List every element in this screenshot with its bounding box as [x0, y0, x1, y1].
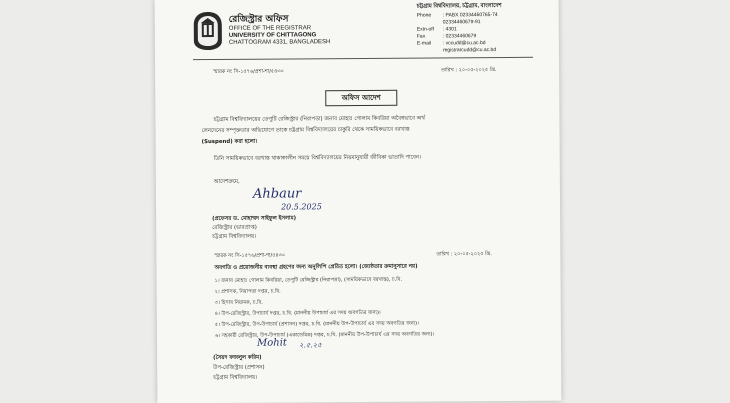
distribution-item: ১। জনাব মোহাঃ গোলাম কিবরিয়া, ডেপুটি রেজিস্ট্রার (নিরাপত্তা), (সাময়িকভাবে বরখাস্ত), চ.বি.	[214, 276, 403, 285]
contact-row: registrarcudd@cu.ac.bd	[442, 47, 497, 54]
body-line: চট্টগ্রাম বিশ্ববিদ্যালয়ের ডেপুটি রেজিস্ট্রার (নিরাপত্তা) জনাব মোহাঃ গোলাম কিবরিয়া অবৈধভাবে অর্থ	[213, 115, 425, 124]
distribution-item: ৪। উপ-রেজিস্ট্রার, উপাচার্য দপ্তর, চ.বি. (মাননীয় উপাচার্য এর সদয় অবগতির জন্য)।	[214, 309, 381, 318]
header-divider	[193, 57, 533, 60]
memo-date: তারিখ : ২০-০৫-২০২৫ খ্রি.	[441, 67, 497, 74]
distribution-item: ৫। উপ-রেজিস্ট্রার, উপ-উপাচার্য (প্রশাসন) দপ্তর, চ.বি. (মাননীয় উপ-উপাচার্য এর সদয় অবগতির জন্য)।	[214, 320, 419, 329]
body-line: লেনদেনের সম্পৃক্ততার অভিযোগে তাকে চট্টগ্রাম বিশ্ববিদ্যালয়ের চাকুরি থেকে সাময়িকভাবে বরখাস্ত	[201, 126, 410, 135]
distribution-item: ২। প্রশাসক, নিরাপত্তা দপ্তর, চ.বি.	[214, 288, 281, 296]
contact-row: E-mail : vccudd@cu.ac.bd	[416, 40, 486, 47]
document-sheet	[155, 0, 562, 403]
university-seal-icon	[193, 11, 223, 51]
signatory-1-role: রেজিস্ট্রার (ভারপ্রাপ্ত)	[212, 224, 257, 232]
contact-row: Fax : 02334460679	[416, 33, 477, 40]
signature-2-date: ২.৫.২৫	[298, 341, 322, 350]
body-line: (Suspend) করা হলো।	[201, 138, 258, 146]
distribution-item: ৩। হিসাব নিয়ামক, চ.বি.	[214, 299, 263, 307]
body-line: তিনি সাময়িকভাবে বরখাস্ত থাকাকালীন সময়ে বিশ্ববিদ্যালয়ের নিয়মানুযায়ী জীবিকা ভাতাদি পাবেন।	[213, 154, 422, 163]
memo-ref: স্মারক নং সি-১৫৭৬/প্রশা-শা/৫৪৩০	[213, 68, 284, 76]
university-name-en: UNIVERSITY OF CHITTAGONG	[228, 32, 317, 39]
signature-1: Ahbaur	[252, 186, 302, 202]
memo-2-ref: স্মারক নং সি-১৫৭৬/প্রশা-শা/৫৪৩০	[214, 252, 286, 260]
university-address-en: CHATTOGRAM 4331, BANGLADESH	[228, 39, 331, 46]
distribution-heading: অবগতি ও প্রয়োজনীয় ব্যবস্থা গ্রহণের জন্য অনুলিপি প্রেরিত হলো। (জ্যেষ্ঠতার ক্রমানুসারে নয়)	[214, 263, 418, 272]
distribution-item: ৬। সহকারী রেজিস্ট্রার, উপ-উপাচার্য (একাডেমিক) দপ্তর, চ.বি. (মাননীয় উপ-উপাচার্য এর সদয় অবগতির জন্য)।	[214, 331, 435, 340]
signature-2: Mohit	[256, 337, 287, 349]
page-title: অফিস আদেশ	[325, 90, 397, 107]
signatory-2-org: চট্টগ্রাম বিশ্ববিদ্যালয়।	[213, 374, 258, 382]
memo-2-date: তারিখ : ২০-০৫-২০২৫ খ্রি.	[436, 251, 492, 258]
contact-row: Extn-off : 4301	[416, 26, 457, 33]
signatory-1-org: চট্টগ্রাম বিশ্ববিদ্যালয়।	[212, 233, 257, 241]
signatory-2-role: উপ-রেজিস্ট্রার (প্রশাসন)	[213, 364, 265, 372]
signatory-2-name: (সৈয়দ ফজলুল করিম)	[213, 354, 262, 362]
contact-row: Phone : PABX 02334460765-74	[416, 12, 498, 19]
office-title-en: OFFICE OF THE REGISTRAR	[228, 25, 312, 32]
contact-row: 02334460679-91	[442, 19, 481, 26]
office-title-bn: রেজিস্ট্রার অফিস	[228, 14, 289, 25]
order-by: আদেশক্রমে,	[213, 178, 240, 186]
signatory-1-name: (প্রফেসর ড. মোহাম্মদ সাইফুল ইসলাম)	[212, 215, 297, 223]
university-name-bn: চট্টগ্রাম বিশ্ববিদ্যালয়, চট্টগ্রাম, বাংলাদেশ	[416, 2, 502, 10]
signature-1-date: 20.5.2025	[281, 202, 322, 212]
